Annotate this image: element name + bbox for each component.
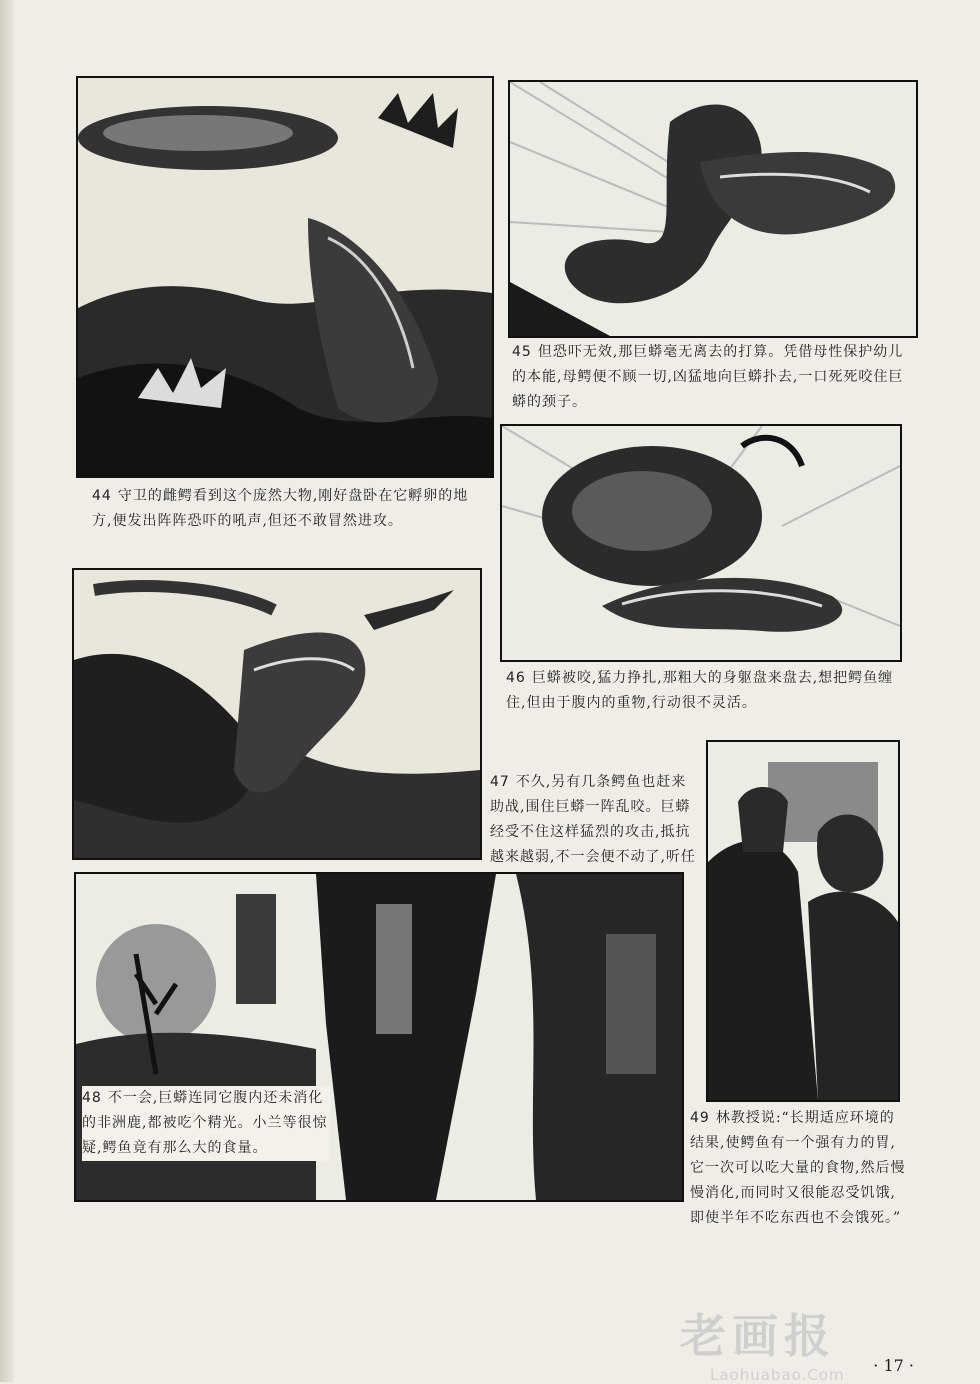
panel-number: 45 — [512, 344, 532, 360]
caption-46 — [506, 666, 902, 716]
caption-text: 守卫的雌鳄看到这个庞然大物,刚好盘卧在它孵卵的地方,便发出阵阵恐吓的吼声,但还不敢冒然进攻。 — [92, 488, 469, 529]
caption-49 — [690, 1106, 908, 1231]
watermark-url: Laohuabao.Com — [710, 1366, 845, 1384]
caption-text: 但恐吓无效,那巨蟒毫无离去的打算。凭借母性保护幼儿的本能,母鳄便不顾一切,凶猛地向巨蟒扑去,一口死死咬住巨蟒的颈子。 — [512, 344, 904, 410]
panel-44-illustration — [76, 76, 494, 478]
caption-text: 林教授说:“长期适应环境的结果,使鳄鱼有一个强有力的胃,它一次可以吃大量的食物,然后慢慢消化,而同时又很能忍受饥饿,即使半年不吃东西也不会饿死。” — [690, 1110, 906, 1226]
panel-number: 46 — [506, 670, 526, 686]
page-edge — [0, 0, 14, 1382]
panel-46-illustration — [500, 424, 902, 662]
page-number: · 17 · — [873, 1356, 914, 1375]
panel-number: 48 — [82, 1090, 102, 1106]
caption-text: 不久,另有几条鳄鱼也赶来助战,围住巨蟒一阵乱咬。巨蟒经受不住这样猛烈的攻击,抵抗越来越弱,不一会便不动了,听任 — [490, 774, 696, 865]
panel-45-illustration — [508, 80, 918, 338]
watermark-logo: 老画报 — [680, 1309, 836, 1363]
caption-text: 巨蟒被咬,猛力挣扎,那粗大的身躯盘来盘去,想把鳄鱼缠住,但由于腹内的重物,行动很不灵活。 — [506, 670, 894, 711]
caption-44 — [92, 484, 482, 534]
panel-47-illustration — [72, 568, 482, 860]
panel-number: 44 — [92, 488, 112, 504]
caption-45 — [512, 340, 908, 415]
panel-49-illustration — [706, 740, 900, 1102]
caption-48 — [82, 1086, 330, 1161]
panel-number: 47 — [490, 774, 510, 790]
caption-text: 不一会,巨蟒连同它腹内还未消化的非洲鹿,都被吃个精光。小兰等很惊疑,鳄鱼竟有那么大的食量。 — [82, 1090, 328, 1156]
panel-number: 49 — [690, 1110, 710, 1126]
watermark — [680, 1300, 845, 1384]
